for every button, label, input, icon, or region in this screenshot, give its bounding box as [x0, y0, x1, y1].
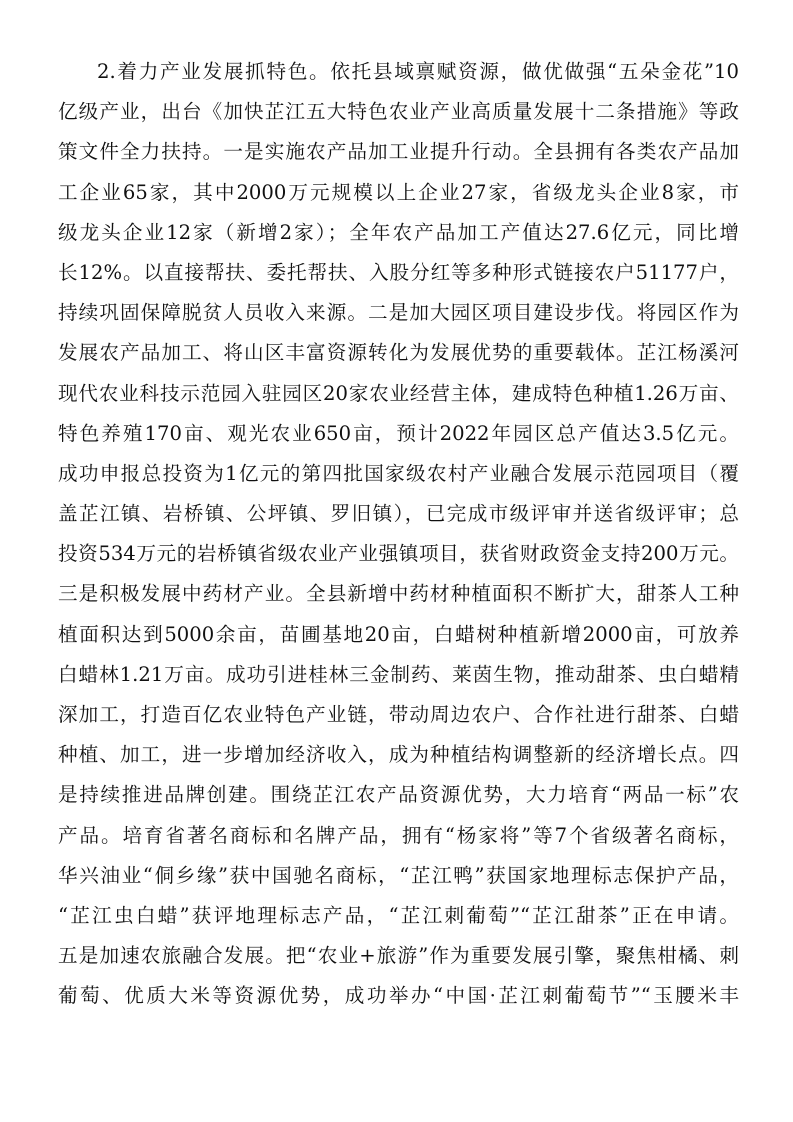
text-line-14: 三是积极发展中药材产业。全县新增中药材种植面积不断扩大，甜茶人工种 [58, 582, 739, 606]
text-line-8: 发展农产品加工、将山区丰富资源转化为发展优势的重要载体。芷江杨溪河 [58, 341, 739, 365]
text-line-15: 植面积达到5000余亩，苗圃基地20亩，白蜡树种植新增2000亩，可放养 [58, 622, 739, 646]
text-line-19: 是持续推进品牌创建。围绕芷江农产品资源优势，大力培育“两品一标”农 [58, 783, 739, 807]
text-line-6: 长12%。以直接帮扶、委托帮扶、入股分红等多种形式链接农户51177户， [58, 260, 739, 284]
text-line-10: 特色养殖170亩、观光农业650亩，预计2022年园区总产值达3.5亿元。 [58, 421, 739, 445]
text-line-11: 成功申报总投资为1亿元的第四批国家级农村产业融合发展示范园项目（覆 [58, 461, 739, 485]
text-line-17: 深加工，打造百亿农业特色产业链，带动周边农户、合作社进行甜茶、白蜡 [58, 703, 739, 726]
text-line-24: 葡萄、优质大米等资源优势，成功举办“中国·芷江刺葡萄节”“玉腰米丰 [58, 984, 739, 1008]
document-body [58, 52, 739, 1017]
text-line-21: 华兴油业“侗乡缘”获中国驰名商标，“芷江鸭”获国家地理标志保护产品， [58, 863, 739, 887]
text-line-23: 五是加速农旅融合发展。把“农业+旅游”作为重要发展引擎，聚焦柑橘、刺 [58, 944, 739, 968]
text-line-18: 种植、加工，进一步增加经济收入，成为种植结构调整新的经济增长点。四 [58, 743, 739, 767]
text-line-16: 白蜡林1.21万亩。成功引进桂林三金制药、莱茵生物，推动甜茶、虫白蜡精 [58, 662, 739, 686]
text-line-20: 产品。培育省著名商标和名牌产品，拥有“杨家将”等7个省级著名商标， [58, 823, 739, 847]
text-line-5: 级龙头企业12家（新增2家）；全年农产品加工产值达27.6亿元，同比增 [58, 220, 739, 244]
text-line-9: 现代农业科技示范园入驻园区20家农业经营主体，建成特色种植1.26万亩、 [58, 381, 739, 405]
text-line-2: 亿级产业，出台《加快芷江五大特色农业产业高质量发展十二条措施》等政 [58, 100, 739, 124]
text-line-4: 工企业65家，其中2000万元规模以上企业27家，省级龙头企业8家，市 [58, 180, 739, 204]
text-line-22: “芷江虫白蜡”获评地理标志产品，“芷江刺葡萄”“芷江甜茶”正在申请。 [58, 903, 739, 927]
text-line-12: 盖芷江镇、岩桥镇、公坪镇、罗旧镇），已完成市级评审并送省级评审；总 [58, 502, 739, 526]
text-line-1: 2.着力产业发展抓特色。依托县域禀赋资源，做优做强“五朵金花”10 [97, 60, 739, 83]
text-line-13: 投资534万元的岩桥镇省级农业产业强镇项目，获省财政资金支持200万元。 [58, 542, 739, 566]
text-line-7: 持续巩固保障脱贫人员收入来源。二是加大园区项目建设步伐。将园区作为 [58, 301, 739, 325]
text-line-3: 策文件全力扶持。一是实施农产品加工业提升行动。全县拥有各类农产品加 [58, 140, 739, 164]
